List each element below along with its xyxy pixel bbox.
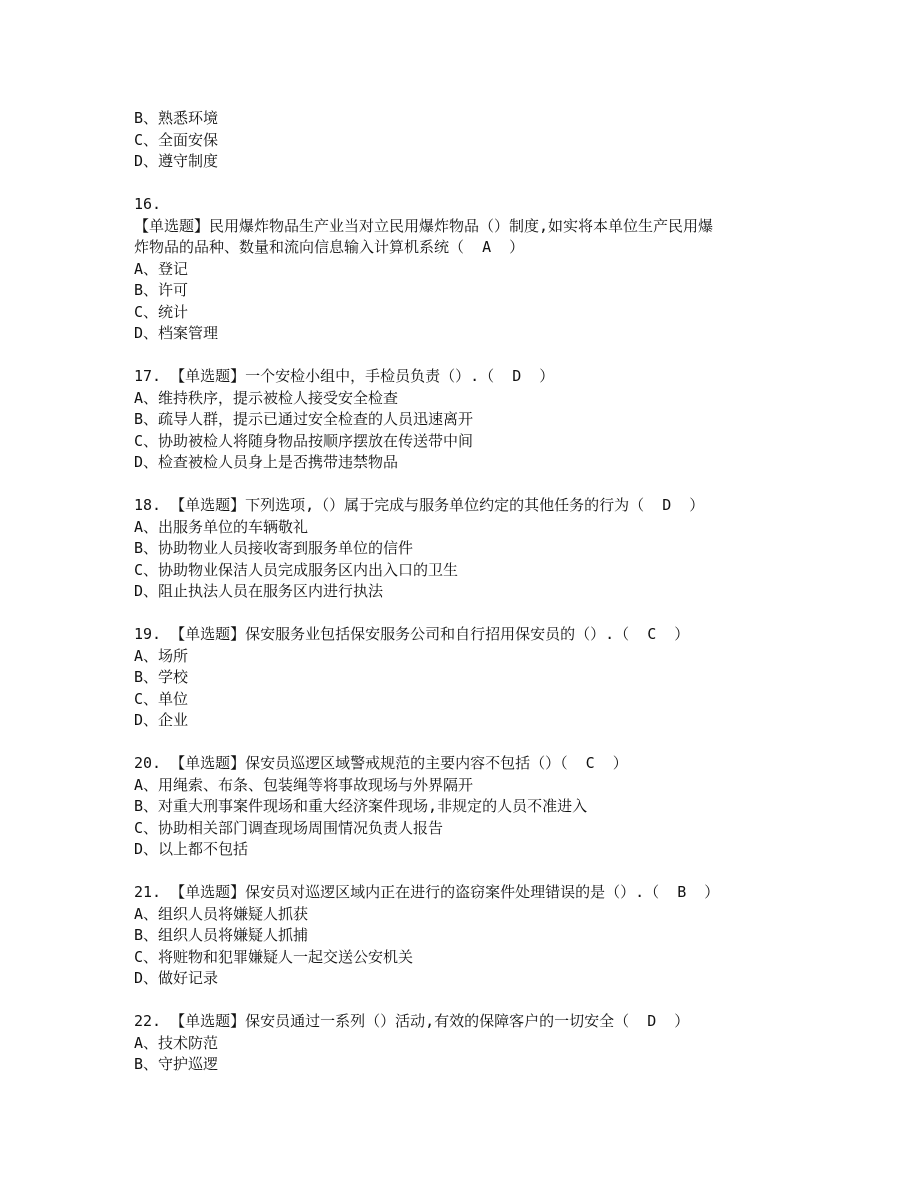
option: C、全面安保 — [134, 130, 219, 149]
option: B、疏导人群，提示已通过安全检查的人员迅速离开 — [134, 410, 474, 428]
option: B、对重大刑事案件现场和重大经济案件现场,非规定的人员不准进入 — [134, 797, 588, 815]
option: A、维持秩序，提示被检人接受安全检查 — [134, 388, 399, 407]
option: C、协助被检人将随身物品按顺序摆放在传送带中间 — [134, 431, 474, 450]
option: C、将赃物和犯罪嫌疑人一起交送公安机关 — [134, 947, 414, 966]
option: C、单位 — [134, 689, 189, 708]
option: A、技术防范 — [134, 1033, 219, 1052]
option: A、用绳索、布条、包装绳等将事故现场与外界隔开 — [134, 775, 474, 794]
option: B、熟悉环境 — [134, 109, 219, 127]
option: A、组织人员将嫌疑人抓获 — [134, 904, 309, 923]
spacer — [134, 861, 794, 883]
question-21 — [134, 882, 794, 990]
option: A、场所 — [134, 646, 189, 665]
question-17 — [134, 366, 794, 474]
leading-options — [134, 108, 794, 173]
spacer — [134, 732, 794, 754]
option: D、企业 — [134, 711, 189, 729]
option: D、档案管理 — [134, 324, 219, 342]
option: D、检查被检人员身上是否携带违禁物品 — [134, 453, 399, 471]
option: C、协助物业保洁人员完成服务区内出入口的卫生 — [134, 560, 459, 579]
question-stem: 【单选题】民用爆炸物品生产业当对立民用爆炸物品（）制度,如实将本单位生产民用爆 — [134, 216, 714, 235]
question-19 — [134, 624, 794, 732]
option: B、守护巡逻 — [134, 1055, 219, 1073]
option: B、协助物业人员接收寄到服务单位的信件 — [134, 539, 414, 557]
option: C、协助相关部门调查现场周围情况负责人报告 — [134, 818, 444, 837]
exam-page — [134, 108, 794, 1076]
option: D、遵守制度 — [134, 152, 219, 170]
question-stem: 20. 【单选题】保安员巡逻区域警戒规范的主要内容不包括（）（ C ） — [134, 754, 628, 772]
spacer — [134, 990, 794, 1012]
spacer — [134, 474, 794, 496]
question-number: 16. — [134, 195, 162, 213]
option: A、出服务单位的车辆敬礼 — [134, 517, 309, 536]
spacer — [134, 603, 794, 625]
option: A、登记 — [134, 259, 189, 278]
question-stem: 19. 【单选题】保安服务业包括保安服务公司和自行招用保安员的（）.（ C ） — [134, 625, 690, 643]
question-16 — [134, 194, 794, 345]
question-stem: 17. 【单选题】一个安检小组中，手检员负责（）.（ D ） — [134, 367, 555, 385]
question-stem: 炸物品的品种、数量和流向信息输入计算机系统（ A ） — [134, 238, 525, 256]
option: C、统计 — [134, 302, 189, 321]
question-stem: 21. 【单选题】保安员对巡逻区域内正在进行的盗窃案件处理错误的是（）.（ B ） — [134, 883, 720, 901]
option: D、做好记录 — [134, 969, 219, 987]
spacer — [134, 173, 794, 195]
question-stem: 22. 【单选题】保安员通过一系列（）活动,有效的保障客户的一切安全（ D ） — [134, 1012, 690, 1030]
spacer — [134, 345, 794, 367]
question-20 — [134, 753, 794, 861]
option: D、阻止执法人员在服务区内进行执法 — [134, 582, 384, 600]
question-stem: 18. 【单选题】下列选项,（）属于完成与服务单位约定的其他任务的行为（ D ） — [134, 496, 705, 514]
option: D、以上都不包括 — [134, 840, 249, 858]
question-22 — [134, 1011, 794, 1076]
option: B、学校 — [134, 668, 189, 686]
option: B、组织人员将嫌疑人抓捕 — [134, 926, 309, 944]
option: B、许可 — [134, 281, 189, 299]
question-18 — [134, 495, 794, 603]
